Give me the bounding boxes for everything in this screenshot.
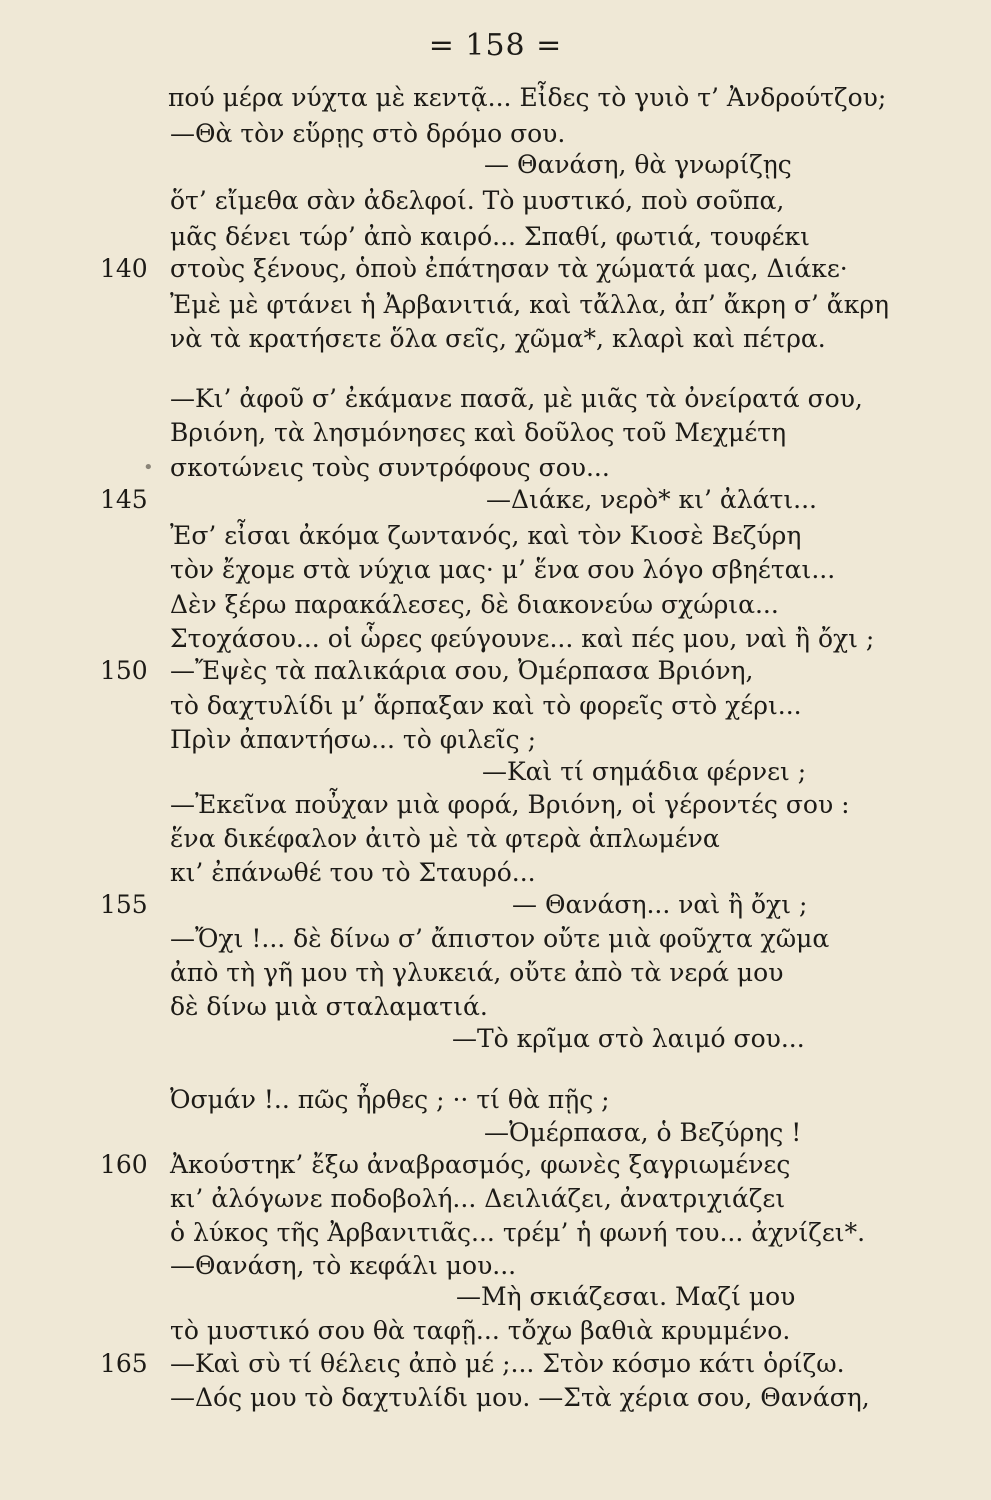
poem-line: Ὀσμάν !.. πῶς ἦρθες ; ·· τί θὰ πῇς ; xyxy=(170,1085,610,1114)
poem-line: τὸν ἔχομε στὰ νύχια μας· μ’ ἕνα σου λόγο σβηέται... xyxy=(170,555,836,584)
poem-line: —Ὀμέρπασα, ὁ Βεζύρης ! xyxy=(484,1118,802,1147)
poem-line: — Θανάση, θὰ γνωρίζῃς xyxy=(484,150,792,179)
poem-line: κι’ ἐπάνωθέ του τὸ Σταυρό... xyxy=(170,858,536,887)
poem-line: τὸ δαχτυλίδι μ’ ἅρπαξαν καὶ τὸ φορεῖς στὸ χέρι... xyxy=(170,691,802,720)
poem-line: νὰ τὰ κρατήσετε ὅλα σεῖς, χῶμα*, κλαρὶ καὶ πέτρα. xyxy=(170,324,826,353)
poem-line: —Θὰ τὸν εὕρῃς στὸ δρόμο σου. xyxy=(170,119,566,148)
poem-line: —Καὶ σὺ τί θέλεις ἀπὸ μέ ;... Στὸν κόσμο κάτι ὁρίζω. xyxy=(170,1349,845,1378)
poem-line: Ἀκούστηκ’ ἔξω ἀναβρασμός, φωνὲς ξαγριωμένες xyxy=(170,1150,791,1179)
poem-line: —Διάκε, νερὸ* κι’ ἀλάτι... xyxy=(486,485,817,514)
poem-line: —Ἐκεῖνα ποὖχαν μιὰ φορά, Βριόνη, οἱ γέροντές σου : xyxy=(170,790,850,819)
poem-line: κι’ ἀλόγωνε ποδοβολή... Δειλιάζει, ἀνατριχιάζει xyxy=(170,1184,786,1213)
poem-line: —Ἔψὲς τὰ παλικάρια σου, Ὀμέρπασα Βριόνη, xyxy=(170,656,754,685)
poem-line: —Μὴ σκιάζεσαι. Μαζί μου xyxy=(456,1282,796,1311)
poem-line: ἕνα δικέφαλον ἀιτὸ μὲ τὰ φτερὰ ἁπλωμένα xyxy=(170,824,720,853)
line-number: 155 xyxy=(100,890,148,919)
poem-line: Πρὶν ἀπαντήσω... τὸ φιλεῖς ; xyxy=(170,725,536,754)
poem-line: —Δός μου τὸ δαχτυλίδι μου. —Στὰ χέρια σου, Θανάση, xyxy=(170,1383,870,1412)
line-number: 150 xyxy=(100,656,148,685)
poem-line: μᾶς δένει τώρ’ ἀπὸ καιρό... Σπαθί, φωτιά, τουφέκι xyxy=(170,222,810,251)
line-number: 140 xyxy=(100,254,148,283)
poem-line: ὁ λύκος τῆς Ἀρβανιτιᾶς... τρέμ’ ἡ φωνή του... ἀχνίζει*. xyxy=(170,1218,866,1247)
line-number: 145 xyxy=(100,485,148,514)
margin-bullet: • xyxy=(143,457,154,478)
poem-line: Στοχάσου... οἱ ὧρες φεύγουνε... καὶ πές μου, ναὶ ἢ ὄχι ; xyxy=(170,624,875,653)
line-number: 165 xyxy=(100,1349,148,1378)
poem-line: Ἐσ’ εἶσαι ἀκόμα ζωντανός, καὶ τὸν Κιοσὲ Βεζύρη xyxy=(170,521,802,550)
poem-line: τὸ μυστικό σου θὰ ταφῇ... τὄχω βαθιὰ κρυμμένο. xyxy=(170,1316,791,1345)
poem-line: σκοτώνεις τοὺς συντρόφους σου... xyxy=(170,453,610,482)
line-number: 160 xyxy=(100,1150,148,1179)
poem-line: —Ὄχι !... δὲ δίνω σ’ ἄπιστον οὔτε μιὰ φοῦχτα χῶμα xyxy=(170,924,830,953)
poem-line: στοὺς ξένους, ὁποὺ ἐπάτησαν τὰ χώματά μας, Διάκε· xyxy=(170,254,848,283)
poem-line: —Καὶ τί σημάδια φέρνει ; xyxy=(482,757,807,786)
poem-line: ἀπὸ τὴ γῆ μου τὴ γλυκειά, οὔτε ἀπὸ τὰ νερά μου xyxy=(170,958,784,987)
poem-line: Ἐμὲ μὲ φτάνει ἡ Ἀρβανιτιά, καὶ τἄλλα, ἀπ’ ἄκρη σ’ ἄκρη xyxy=(170,290,889,319)
poem-line: δὲ δίνω μιὰ σταλαματιά. xyxy=(170,992,488,1021)
poem-line: Δὲν ξέρω παρακάλεσες, δὲ διακονεύω σχώρια... xyxy=(170,590,779,619)
poem-line: ὅτ’ εἴμεθα σὰν ἀδελφοί. Τὸ μυστικό, ποὺ σοῦπα, xyxy=(170,186,785,215)
poem-line: πού μέρα νύχτα μὲ κεντᾷ... Εἶδες τὸ γυιὸ τ’ Ἀνδρούτζου; xyxy=(168,83,887,112)
poem-line: —Κι’ ἀφοῦ σ’ ἐκάμανε πασᾶ, μὲ μιᾶς τὰ ὀνείρατά σου, xyxy=(170,384,863,413)
poem-line: Βριόνη, τὰ λησμόνησες καὶ δοῦλος τοῦ Μεχμέτη xyxy=(170,418,787,447)
page-number: = 158 = xyxy=(428,28,563,63)
poem-line: —Τὸ κρῖμα στὸ λαιμό σου... xyxy=(452,1024,805,1053)
poem-line: —Θανάση, τὸ κεφάλι μου... xyxy=(170,1251,517,1280)
poem-line: — Θανάση... ναὶ ἢ ὄχι ; xyxy=(512,890,808,919)
